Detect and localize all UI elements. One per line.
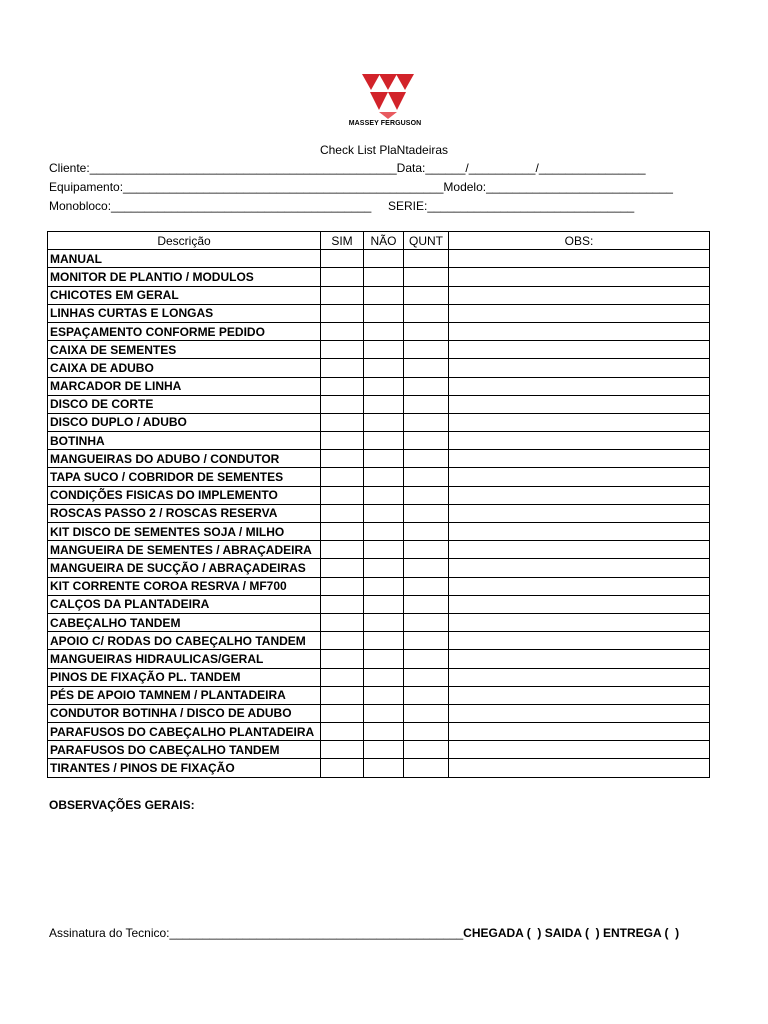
qunt-cell[interactable] (404, 523, 449, 541)
obs-cell[interactable] (449, 286, 710, 304)
table-row (48, 432, 710, 450)
sim-cell[interactable] (321, 341, 364, 359)
item-description: CAIXA DE ADUBO (48, 359, 321, 377)
table-row (48, 286, 710, 304)
obs-cell[interactable] (449, 595, 710, 613)
sim-cell[interactable] (321, 559, 364, 577)
nao-cell[interactable] (364, 523, 404, 541)
table-row (48, 250, 710, 268)
nao-cell[interactable] (364, 250, 404, 268)
item-description: TAPA SUCO / COBRIDOR DE SEMENTES (48, 468, 321, 486)
obs-cell[interactable] (449, 650, 710, 668)
sim-cell[interactable] (321, 523, 364, 541)
obs-cell[interactable] (449, 341, 710, 359)
sim-cell[interactable] (321, 322, 364, 340)
qunt-cell[interactable] (404, 668, 449, 686)
header-sim: SIM (321, 232, 364, 250)
nao-cell[interactable] (364, 541, 404, 559)
item-description: PARAFUSOS DO CABEÇALHO PLANTADEIRA (48, 723, 321, 741)
sim-cell[interactable] (321, 468, 364, 486)
obs-cell[interactable] (449, 723, 710, 741)
sim-cell[interactable] (321, 504, 364, 522)
obs-cell[interactable] (449, 741, 710, 759)
qunt-cell[interactable] (404, 432, 449, 450)
nao-cell[interactable] (364, 468, 404, 486)
item-description: PARAFUSOS DO CABEÇALHO TANDEM (48, 741, 321, 759)
sim-cell[interactable] (321, 286, 364, 304)
qunt-cell[interactable] (404, 577, 449, 595)
item-description: MONITOR DE PLANTIO / MODULOS (48, 268, 321, 286)
obs-cell[interactable] (449, 359, 710, 377)
item-description: CONDUTOR BOTINHA / DISCO DE ADUBO (48, 704, 321, 722)
item-description: CAIXA DE SEMENTES (48, 341, 321, 359)
signature-label: Assinatura do Tecnico:____________________________________________ (49, 926, 464, 940)
sim-cell[interactable] (321, 686, 364, 704)
nao-cell[interactable] (364, 577, 404, 595)
sim-cell[interactable] (321, 268, 364, 286)
table-row (48, 686, 710, 704)
qunt-cell[interactable] (404, 359, 449, 377)
table-row (48, 613, 710, 631)
qunt-cell[interactable] (404, 304, 449, 322)
obs-cell[interactable] (449, 504, 710, 522)
obs-cell[interactable] (449, 523, 710, 541)
qunt-cell[interactable] (404, 541, 449, 559)
qunt-cell[interactable] (404, 286, 449, 304)
monobloco-serie-line: Monobloco:_______________________________________ SERIE:_______________________________ (49, 199, 635, 213)
obs-cell[interactable] (449, 304, 710, 322)
obs-cell[interactable] (449, 250, 710, 268)
nao-cell[interactable] (364, 595, 404, 613)
obs-cell[interactable] (449, 577, 710, 595)
obs-cell[interactable] (449, 395, 710, 413)
table-row (48, 650, 710, 668)
item-description: ESPAÇAMENTO CONFORME PEDIDO (48, 322, 321, 340)
triple-triangle-logo-icon (360, 72, 416, 120)
nao-cell[interactable] (364, 413, 404, 431)
nao-cell[interactable] (364, 341, 404, 359)
observations-label: OBSERVAÇÕES GERAIS: (49, 798, 195, 812)
sim-cell[interactable] (321, 450, 364, 468)
nao-cell[interactable] (364, 322, 404, 340)
qunt-cell[interactable] (404, 686, 449, 704)
qunt-cell[interactable] (404, 250, 449, 268)
qunt-cell[interactable] (404, 377, 449, 395)
item-description: ROSCAS PASSO 2 / ROSCAS RESERVA (48, 504, 321, 522)
obs-cell[interactable] (449, 413, 710, 431)
table-row (48, 759, 710, 777)
qunt-cell[interactable] (404, 504, 449, 522)
qunt-cell[interactable] (404, 723, 449, 741)
obs-cell[interactable] (449, 559, 710, 577)
nao-cell[interactable] (364, 650, 404, 668)
nao-cell[interactable] (364, 686, 404, 704)
nao-cell[interactable] (364, 668, 404, 686)
qunt-cell[interactable] (404, 704, 449, 722)
nao-cell[interactable] (364, 759, 404, 777)
nao-cell[interactable] (364, 504, 404, 522)
obs-cell[interactable] (449, 486, 710, 504)
item-description: CHICOTES EM GERAL (48, 286, 321, 304)
obs-cell[interactable] (449, 613, 710, 631)
item-description: CALÇOS DA PLANTADEIRA (48, 595, 321, 613)
item-description: DISCO DUPLO / ADUBO (48, 413, 321, 431)
qunt-cell[interactable] (404, 595, 449, 613)
qunt-cell[interactable] (404, 413, 449, 431)
obs-cell[interactable] (449, 377, 710, 395)
table-row (48, 486, 710, 504)
nao-cell[interactable] (364, 559, 404, 577)
item-description: PÉS DE APOIO TAMNEM / PLANTADEIRA (48, 686, 321, 704)
qunt-cell[interactable] (404, 486, 449, 504)
table-row (48, 413, 710, 431)
sim-cell[interactable] (321, 577, 364, 595)
obs-cell[interactable] (449, 759, 710, 777)
table-row (48, 322, 710, 340)
nao-cell[interactable] (364, 613, 404, 631)
obs-cell[interactable] (449, 432, 710, 450)
item-description: MANGUEIRAS HIDRAULICAS/GERAL (48, 650, 321, 668)
obs-cell[interactable] (449, 632, 710, 650)
checklist-table (47, 231, 710, 778)
obs-cell[interactable] (449, 268, 710, 286)
qunt-cell[interactable] (404, 450, 449, 468)
qunt-cell[interactable] (404, 650, 449, 668)
item-description: DISCO DE CORTE (48, 395, 321, 413)
table-row (48, 359, 710, 377)
table-row (48, 304, 710, 322)
item-description: MANGUEIRA DE SUCÇÃO / ABRAÇADEIRAS (48, 559, 321, 577)
qunt-cell[interactable] (404, 741, 449, 759)
sim-cell[interactable] (321, 250, 364, 268)
header-obs: OBS: (449, 232, 710, 250)
header-qunt: QUNT (404, 232, 449, 250)
sim-cell[interactable] (321, 613, 364, 631)
qunt-cell[interactable] (404, 632, 449, 650)
item-description: MARCADOR DE LINHA (48, 377, 321, 395)
qunt-cell[interactable] (404, 341, 449, 359)
equipment-model-line: Equipamento:________________________________________________Modelo:____________________________ (49, 180, 673, 194)
obs-cell[interactable] (449, 322, 710, 340)
table-row (48, 577, 710, 595)
item-description: TIRANTES / PINOS DE FIXAÇÃO (48, 759, 321, 777)
table-row (48, 541, 710, 559)
table-row (48, 468, 710, 486)
table-row (48, 341, 710, 359)
sim-cell[interactable] (321, 650, 364, 668)
item-description: PINOS DE FIXAÇÃO PL. TANDEM (48, 668, 321, 686)
item-description: KIT DISCO DE SEMENTES SOJA / MILHO (48, 523, 321, 541)
checklist-body (48, 250, 710, 777)
qunt-cell[interactable] (404, 559, 449, 577)
item-description: LINHAS CURTAS E LONGAS (48, 304, 321, 322)
obs-cell[interactable] (449, 468, 710, 486)
obs-cell[interactable] (449, 704, 710, 722)
sim-cell[interactable] (321, 359, 364, 377)
qunt-cell[interactable] (404, 613, 449, 631)
obs-cell[interactable] (449, 686, 710, 704)
qunt-cell[interactable] (404, 759, 449, 777)
table-row (48, 559, 710, 577)
item-description: MANUAL (48, 250, 321, 268)
qunt-cell[interactable] (404, 468, 449, 486)
item-description: APOIO C/ RODAS DO CABEÇALHO TANDEM (48, 632, 321, 650)
table-row (48, 723, 710, 741)
nao-cell[interactable] (364, 632, 404, 650)
sim-cell[interactable] (321, 704, 364, 722)
nao-cell[interactable] (364, 486, 404, 504)
header-nao: NÃO (364, 232, 404, 250)
sim-cell[interactable] (321, 304, 364, 322)
client-date-line: Cliente:______________________________________________Data:______/__________/________________ (49, 161, 646, 175)
sim-cell[interactable] (321, 395, 364, 413)
nao-cell[interactable] (364, 704, 404, 722)
item-description: KIT CORRENTE COROA RESRVA / MF700 (48, 577, 321, 595)
nao-cell[interactable] (364, 359, 404, 377)
sim-cell[interactable] (321, 668, 364, 686)
table-row (48, 595, 710, 613)
page-title: Check List PlaNtadeiras (319, 143, 449, 157)
item-description: MANGUEIRA DE SEMENTES / ABRAÇADEIRA (48, 541, 321, 559)
item-description: BOTINHA (48, 432, 321, 450)
sim-cell[interactable] (321, 632, 364, 650)
nao-cell[interactable] (364, 741, 404, 759)
table-row (48, 504, 710, 522)
signature-line (49, 926, 679, 940)
table-row (48, 395, 710, 413)
obs-cell[interactable] (449, 668, 710, 686)
item-description: CONDIÇÕES FISICAS DO IMPLEMENTO (48, 486, 321, 504)
sim-cell[interactable] (321, 413, 364, 431)
sim-cell[interactable] (321, 486, 364, 504)
table-row (48, 632, 710, 650)
qunt-cell[interactable] (404, 322, 449, 340)
table-row (48, 704, 710, 722)
table-row (48, 268, 710, 286)
table-row (48, 668, 710, 686)
sim-cell[interactable] (321, 541, 364, 559)
arrival-options: CHEGADA ( ) SAIDA ( ) ENTREGA ( ) (463, 926, 680, 940)
table-row (48, 741, 710, 759)
sim-cell[interactable] (321, 432, 364, 450)
sim-cell[interactable] (321, 595, 364, 613)
header-descricao: Descrição (48, 232, 321, 250)
table-header-row (48, 232, 710, 250)
brand-name: MASSEY FERGUSON (348, 120, 422, 127)
table-row (48, 377, 710, 395)
qunt-cell[interactable] (404, 268, 449, 286)
nao-cell[interactable] (364, 286, 404, 304)
nao-cell[interactable] (364, 395, 404, 413)
sim-cell[interactable] (321, 723, 364, 741)
nao-cell[interactable] (364, 723, 404, 741)
table-row (48, 450, 710, 468)
sim-cell[interactable] (321, 377, 364, 395)
nao-cell[interactable] (364, 450, 404, 468)
sim-cell[interactable] (321, 741, 364, 759)
sim-cell[interactable] (321, 759, 364, 777)
nao-cell[interactable] (364, 432, 404, 450)
nao-cell[interactable] (364, 377, 404, 395)
item-description: CABEÇALHO TANDEM (48, 613, 321, 631)
qunt-cell[interactable] (404, 395, 449, 413)
obs-cell[interactable] (449, 450, 710, 468)
nao-cell[interactable] (364, 304, 404, 322)
table-row (48, 523, 710, 541)
nao-cell[interactable] (364, 268, 404, 286)
item-description: MANGUEIRAS DO ADUBO / CONDUTOR (48, 450, 321, 468)
obs-cell[interactable] (449, 541, 710, 559)
